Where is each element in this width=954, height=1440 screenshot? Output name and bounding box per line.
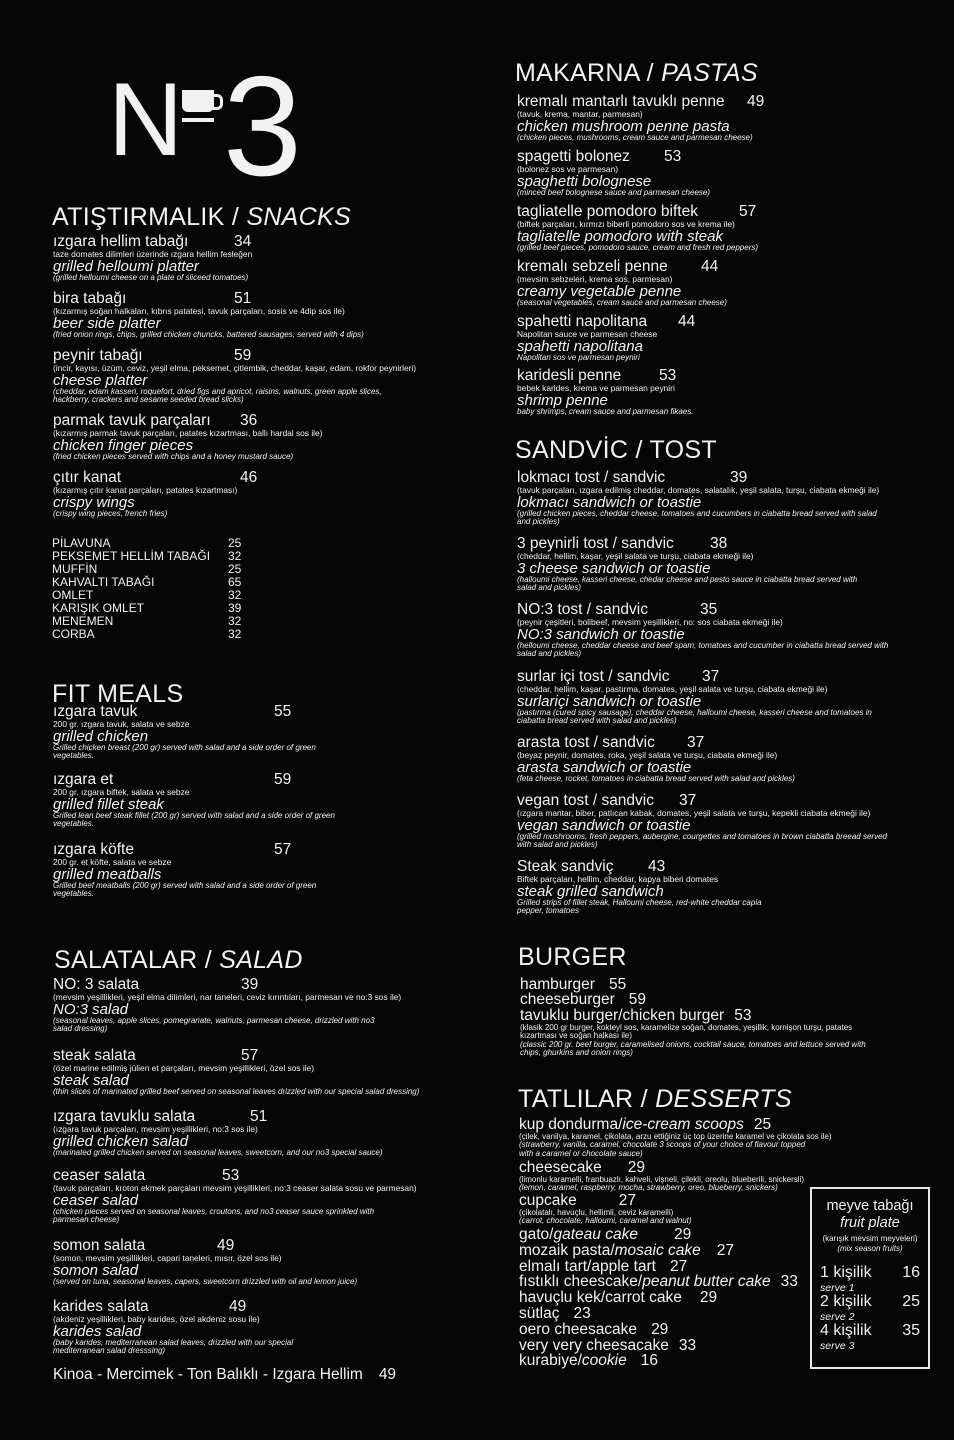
menu-item: tagliatelle pomodoro biftek 57 (biftek parçaları, kırmızı biberli pomodoro sos ve krema ile) tagliatelle pomodoro with steak (grilled beef pieces, pomodoro sauce, cream and fresh red peppers)	[517, 203, 759, 252]
salad-heading: SALATALAR / SALAD	[54, 946, 303, 974]
menu-item: Steak sandviç 43 Biftek parçaları, hellim, cheddar, kapya biberi domates steak grilled sandwich Grilled strips of fillet steak, Halloumi cheese, red-white cheddar capia pepper, tomatoes	[517, 858, 762, 915]
menu-item: karides salata 49 (akdeniz yeşillikleri, baby karides, özel akdeniz sosu ile) karides salad (baby karides, mediterranean salad leaves, drizzled with our special mediterranean salad dresssing)	[53, 1298, 294, 1355]
menu-item: cheesecake 29 (limonlu karamelli, franbuazlı, kahveli, vişneli, çilekli, oreolu, blueberili, snickersli) (lemon, caramel, raspberry, mocha, strawberry, oreo, blueberry, snickers)	[519, 1159, 804, 1192]
menu-item: karidesli penne 53 bebek karides, krema ve parmesan peyniri shrimp penne baby shrimps, cream sauce and parmesan fikaes.	[517, 367, 694, 416]
list-item: MUFFİN 25	[52, 562, 242, 576]
list-item: elmalı tart/apple tart 27	[519, 1257, 688, 1275]
serve-label: serve 2	[820, 1311, 855, 1323]
list-item: KARIŞIK OMLET 39	[52, 601, 242, 615]
list-item: sütlaç 23	[519, 1304, 591, 1322]
menu-item: NO: 3 salata 39 (mevsim yeşillikleri, yeşil elma dilimleri, nar taneleri, ceviz kırıntıları, parmesan ve no:3 sos ile) NO:3 salad (seasonal leaves, apple slices, pomegranate, walnuts, parmesan cheese, drizzled with no3 salad dressing)	[53, 976, 402, 1033]
menu-item: surlar içi tost / sandvic 37 (cheddar, hellim, kaşar, pastırma, domates, yeşil salata ve turşu, ciabata ekmeği ile) surlariçi sandwich or toastie (pastırma (cured spicy sausage), cheddar cheese, halloumi cheese, kasseri cheese and tomatoes in ciabatta bread served with salad and pickles)	[517, 668, 872, 725]
menu-item: lokmacı tost / sandvic 39 (tavuk parçaları, ızgara edilmiş cheddar, domates, salatalık, yeşil salata, turşu, ciabata ekmeği ile) lokmacı sandwich or toastie (grilled chicken pieces, cheddar cheese, tomatoes and cucumbers in ciabatta bread served with salad and pickles)	[517, 469, 880, 526]
menu-item: ceaser salata 53 (tavuk parçaları, kroton ekmek parçaları mevsim yeşillikleri, no:3 ceaser salata sosu ve parmesan) ceaser salad (chicken pieces served on seasonal leaves, croutons, and no3 ceaser sauce sprinkled with parmesan cheese)	[53, 1167, 417, 1224]
simple-items-list	[52, 537, 252, 641]
list-item: CORBA 32	[52, 627, 242, 641]
fruit-option: 4 kişilik 35	[820, 1322, 920, 1339]
menu-item: somon salata 49 (somon, mevsim yeşillikleri, capari taneleri, mısır, özel sos ile) somon salad (served on tuna, seasonal leaves, capers, sweetcorn drizzled with oil and lemon juice)	[53, 1237, 358, 1286]
menu-item: ızgara et 59 200 gr. ızgara biftek, salata ve sebze grilled fillet steak Grilled lean beef steak fillet (200 gr) served with salad and a side order of green vegetables.	[53, 771, 335, 828]
list-item: oero cheesacake 29	[519, 1320, 669, 1338]
fruit-plate-box	[810, 1187, 930, 1369]
fruit-desc-en: (mix season fruits)	[837, 1244, 903, 1253]
menu-item: çıtır kanat 46 (kızarmış çıtır kanat parçaları, patates kızartması) crispy wings (crispy wing pieces, french fries)	[53, 469, 258, 518]
sandwich-heading: SANDVİC / TOST	[515, 436, 717, 464]
menu-item: 3 peynirli tost / sandvic 38 (cheddar, hellim, kaşar, yeşil salata ve turşu, ciabata ekmeği ile) 3 cheese sandwich or toastie (halloumi cheese, kasseri cheese, chedar cheese and pesto sauce in ciabatta bread served with salad and pickles)	[517, 535, 858, 592]
desserts-heading: TATLILAR / DESSERTS	[518, 1085, 792, 1113]
menu-item: NO:3 tost / sandvic 35 (peynir çeşitleri, bolibeef, mevsim yeşillikleri, no: sos ciabata ekmeği ile) NO:3 sandwich or toastie (helloumi cheese, cheddar cheese and beef spam, tomatoes and cucumber in ciabatta bread served with salad and pickles)	[517, 601, 889, 658]
fit-meals-heading: FIT MEALS	[52, 680, 184, 708]
fruit-desc: (karışık mevsim meyveleri)	[822, 1234, 918, 1243]
menu-item: kup dondurma/ice-cream scoops 25 (çilek, vanilya, karamel, çikolata, arzu ettiğiniz üç top üzerine karamel ve çikolata sos ile) (strawberry, vanilla, caramel, chocolate 3 scoops of your choice of flavour topped with a caramel or chocolate sauce)	[519, 1116, 832, 1158]
list-item: gato/gateau cake 29	[519, 1226, 692, 1243]
menu-item: ızgara hellim tabağı 34 taze domates dilimleri üzerinde ızgara hellim fesleğen grilled helloumi platter (grilled helloumi cheese on a plate of sliceed tomatoes)	[53, 233, 253, 282]
dessert-list	[519, 1227, 798, 1369]
burger-heading: BURGER	[518, 943, 627, 971]
logo-number: 3	[223, 47, 302, 206]
serve-label: serve 1	[820, 1282, 855, 1294]
list-item: havuçlu kek/carrot cake 29	[519, 1289, 718, 1307]
menu-item: ızgara köfte 57 200 gr. et köfte, salata ve sebze grilled meatballs Grilled beef meatballs (200 gr) served with salad and a side order of green vegetables.	[53, 841, 317, 898]
menu-item: ızgara tavuklu salata 51 (ızgara tavuk parçaları, mevsim yeşillikleri, no:3 sos ile) grilled chicken salad (marinated grilled chicken served on seasonal leaves, sweetcorn, and our no3 special sauce)	[53, 1108, 383, 1157]
list-item: mozaik pasta/mosaic cake 27	[519, 1241, 735, 1259]
menu-item: kremalı sebzeli penne 44 (mevsim sebzeleri, krema sos, parmesan) creamy vegetable penne (seasonal vegetables, cream sauce and parmesan cheese)	[517, 258, 727, 307]
serve-label: serve 3	[820, 1340, 855, 1352]
pastas-heading: MAKARNA / PASTAS	[515, 59, 758, 87]
logo-underline	[182, 118, 214, 122]
list-item: KAHVALTI TABAĞI 65	[52, 575, 242, 589]
menu-item: spahetti napolitana 44 Napolitan sauce ve parmesan cheese spahetti napolitana Napolitan sos ve parmesan peyniri	[517, 313, 696, 362]
fruit-option: 2 kişilik 25	[820, 1293, 920, 1310]
menu-item: kremalı mantarlı tavuklı penne 49 (tavuk, krema, mantar, parmesan) chicken mushroom penne pasta (chicken pieces, mushrooms, cream sauce and parmesan cheese)	[517, 93, 765, 142]
menu-item: parmak tavuk parçaları 36 (kızarmış parmak tavuk parçaları, patates kızartması, ballı hardal sos ile) chicken finger pieces (fried chicken pieces served with chips and a honey mustard sauce)	[53, 412, 323, 461]
list-item: PİLAVUNA 25	[52, 536, 242, 550]
fruit-option: 1 kişilik 16	[820, 1264, 920, 1281]
menu-item: cheeseburger 59	[520, 991, 647, 1008]
menu-item: peynir tabağı 59 (incir, kayısı, üzüm, ceviz, yeşil elma, peksemet, çitlembik, cheddar, kaşar, edam, rokfor peynirleri) cheese platter (cheddar, edam kasseri, roquefort, dried figs and apricot, raisins, walnuts, green apple slices, hackberry, crackers and sesame seeded bread slicks)	[53, 347, 417, 404]
logo-letter-n: N	[108, 62, 180, 178]
list-item: OMLET 32	[52, 588, 242, 602]
list-item: PEKSEMET HELLİM TABAĞI 32	[52, 549, 242, 563]
menu-item: cupcake 27 (çikolatalı, havuçlu, hellimli, ceviz karamelli) (carrot, chocolate, halloumi, caramel and walnut)	[519, 1192, 692, 1225]
brand-logo	[108, 47, 308, 206]
list-item: MENEMEN 32	[52, 614, 242, 628]
menu-item: spagetti bolonez 53 (bolonez sos ve parmesan) spaghetti bolognese (minced beef bolognese sauce and parmesan cheese)	[517, 148, 711, 197]
salad-footer: Kinoa - Mercimek - Ton Balıklı - Izgara Hellim 49	[53, 1366, 397, 1383]
fruit-title-en: fruit plate	[840, 1215, 900, 1231]
list-item: kurabiye/cookie 16	[519, 1352, 658, 1370]
menu-item: vegan tost / sandvic 37 (ızgara mantar, biber, patlıcan kabak, domates, yeşil salata ve turşu, kepekli ciabata ekmeği ile) vegan sandwich or toastie (grilled mushrooms, fresh peppers, aubergine, courgettes and tomatoes in brown ciabatta breead served with salad and pickles)	[517, 792, 887, 849]
menu-item: bira tabağı 51 (kızarmış soğan halkaları, kıbrıs patatesi, tavuk parçaları, sosis ve 4dip sos ile) beer side platter (fried onion rings, chips, grilled chicken chuncks, battered sausages, served with 4 dips)	[53, 290, 364, 339]
menu-item: hamburger 55	[520, 976, 627, 993]
snacks-heading: ATIŞTIRMALIK / SNACKS	[52, 203, 351, 231]
menu-item: arasta tost / sandvic 37 (beyaz peynir, domates, roka, yeşil salata ve turşu, ciabata ekmeği ile) arasta sandwich or toastie (feta cheese, rocket, tomatoes in ciabatta bread served with salad and pickles)	[517, 734, 795, 783]
fruit-title: meyve tabağı	[826, 1198, 914, 1214]
list-item: very very cheesacake 33	[519, 1336, 697, 1354]
coffee-cup-icon	[182, 90, 214, 112]
menu-item: tavuklu burger/chicken burger 53 (klasik 200 gr burger, kokteyl sos, karamelize soğan, domates, yeşillik, kornişon turşu, patates kızartması ve soğan halkası ile) (classic 200 gr. beef burger, caramelised onions, cocktail sauce, tomatoes and lettuce served with chips, ghurkins and onion rings)	[520, 1007, 866, 1057]
menu-item: steak salata 57 (özel marine edilmiş jülien et parçaları, mevsim yeşillikleri, özel sos ile) steak salad (thin slices of marinated grilled beef served on seasonal leaves drizzled with our special salad dressing)	[53, 1047, 420, 1096]
list-item: fıstıklı cheescake/peanut butter cake 33	[519, 1273, 798, 1291]
menu-item: ızgara tavuk 55 200 gr. ızgara tavuk, salata ve sebze grilled chicken Grilled chicken breast (200 gr) served with salad and a side order of green vegetables.	[53, 703, 316, 760]
